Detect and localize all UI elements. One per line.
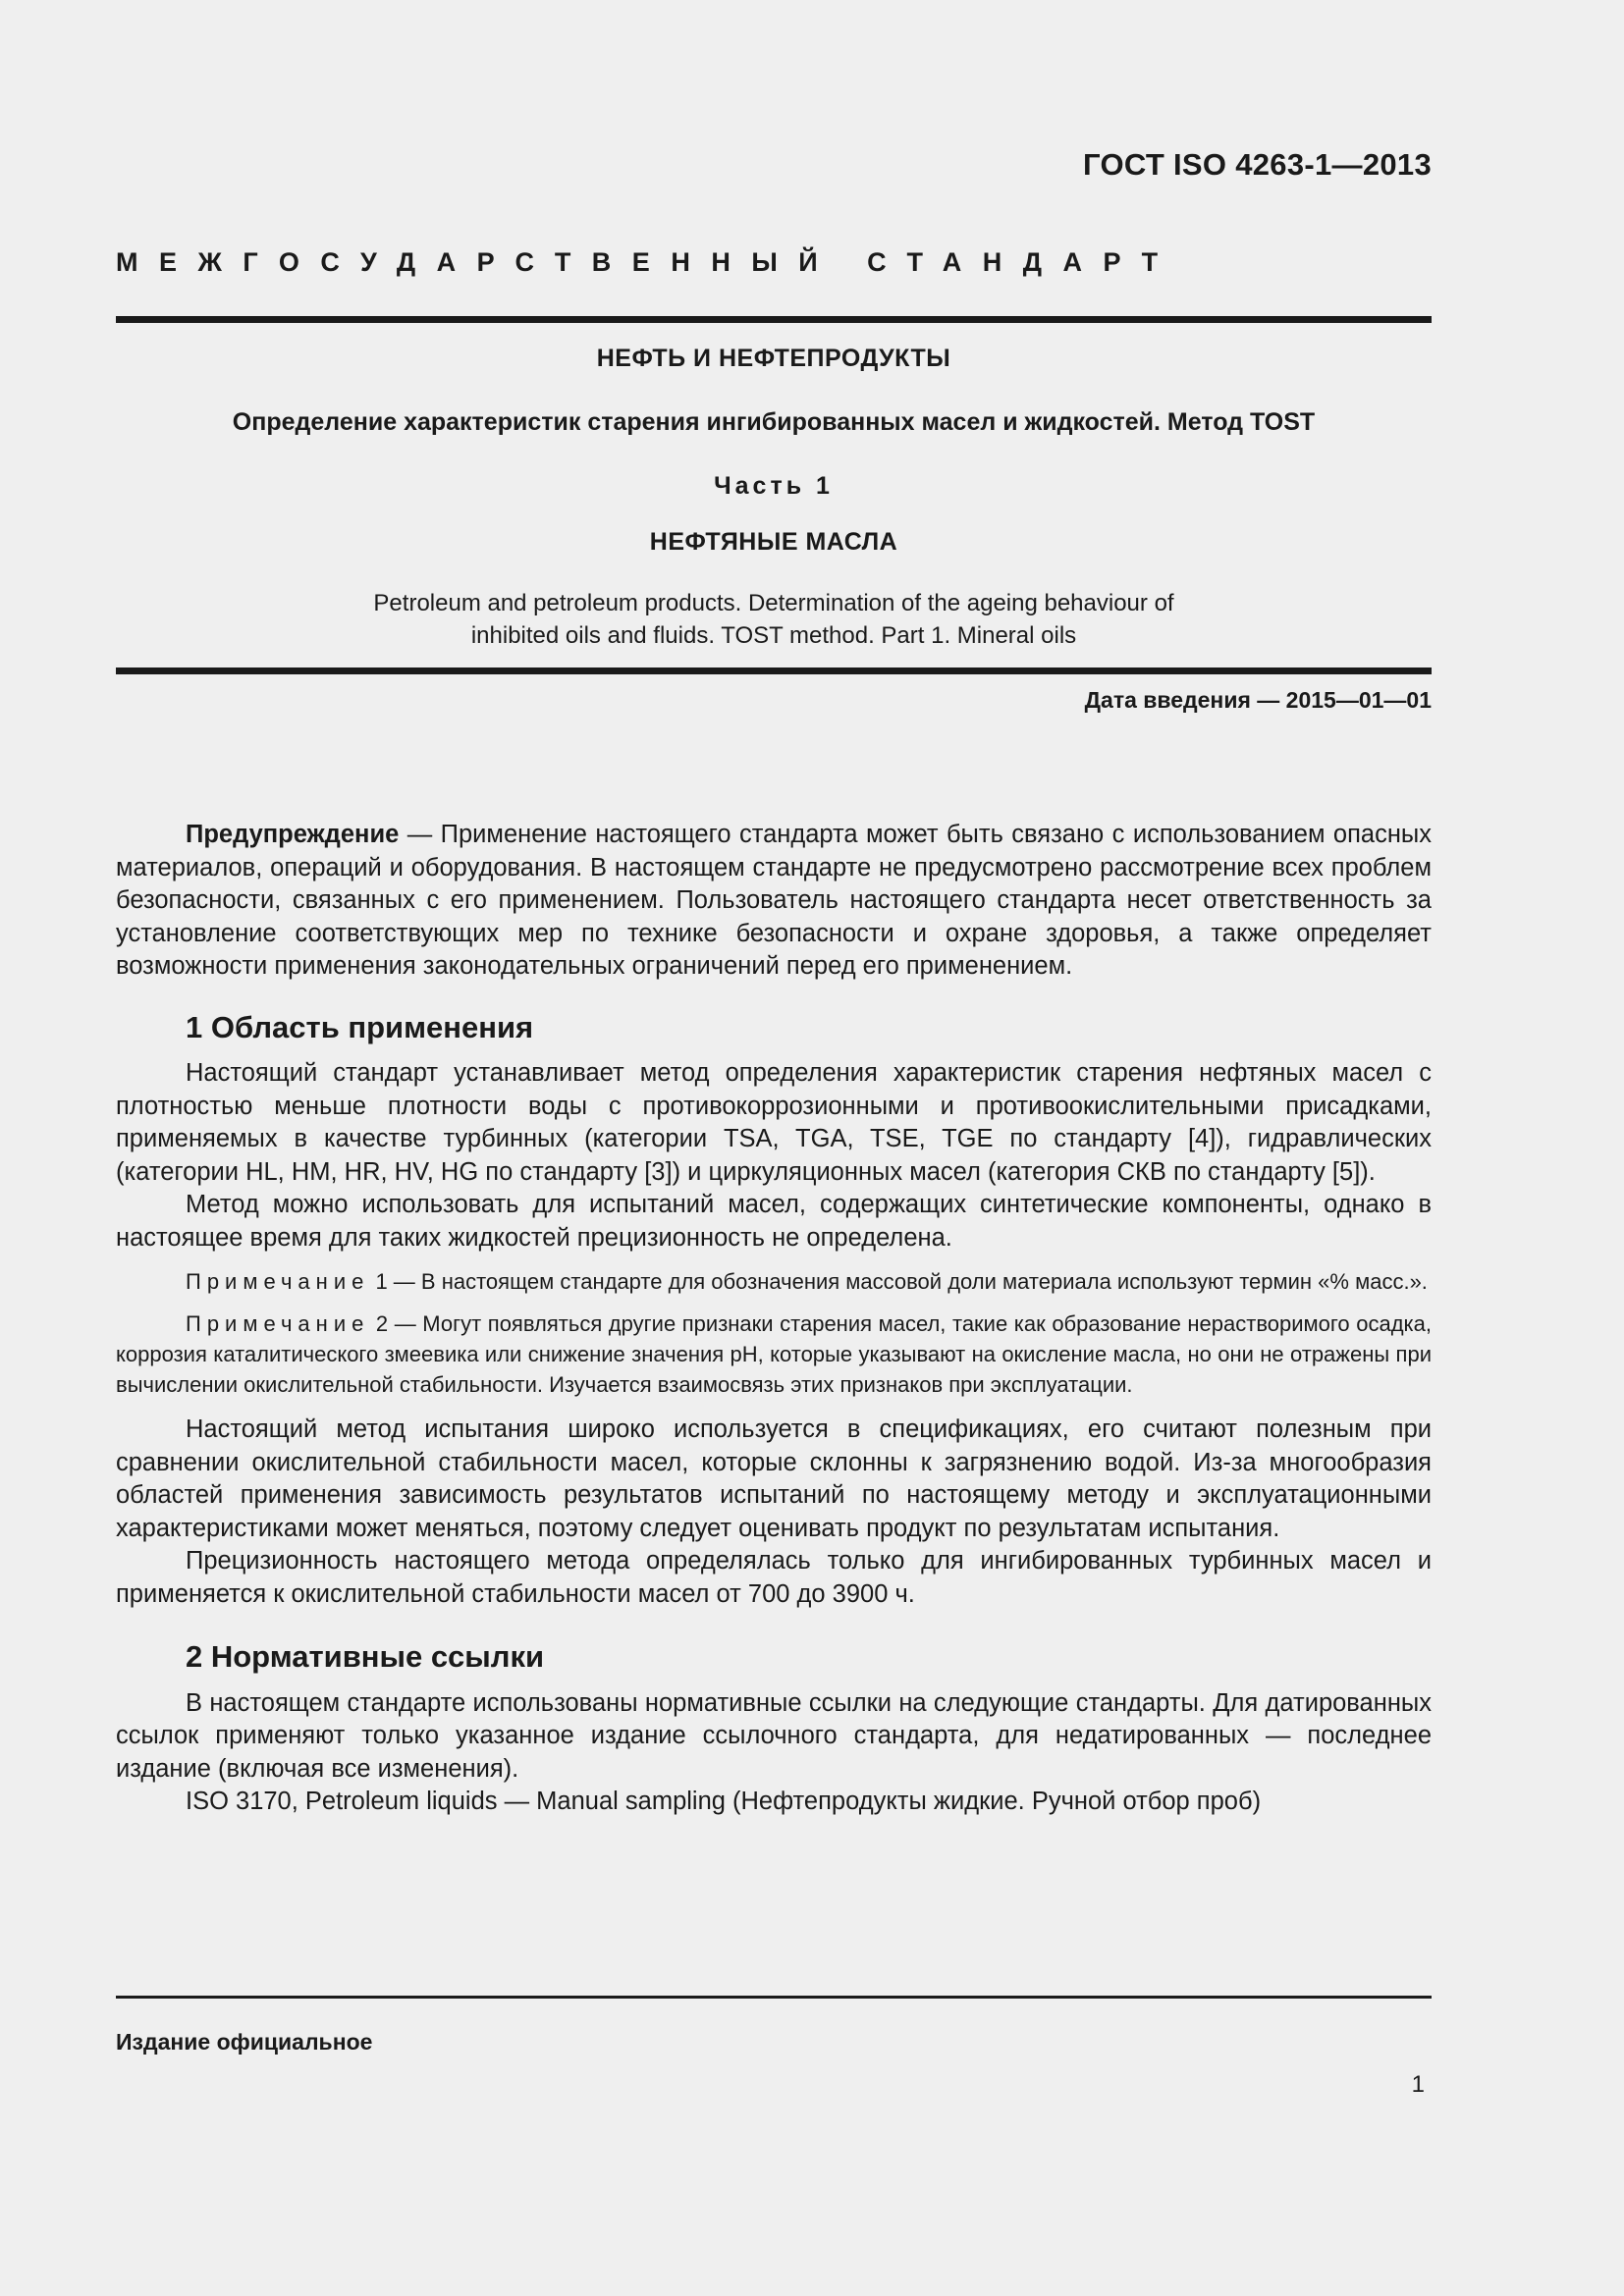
introduction-date: Дата введения — 2015—01—01: [1084, 687, 1432, 713]
section2-paragraph1: В настоящем стандарте использованы нормативные ссылки на следующие стандарты. Для датированных ссылок применяют только указанное издание ссылочного стандарта, для недатированных — последнее издание (включая все изменения).: [116, 1688, 1432, 1783]
warning-text: — Применение настоящего стандарта может быть связано с использованием опасных материалов, операций и оборудования. В настоящем стандарте не предусмотрено рассмотрение всех проблем безопасности, связанных с его применением. Пользователь настоящего стандарта несет ответственность за установление соответствующих мер по технике безопасности и охране здоровья, а также определяет возможности применения законодательных ограничений перед его применением.: [116, 821, 1432, 980]
standard-type-heading: МЕЖГОСУДАРСТВЕННЫЙ СТАНДАРТ: [116, 247, 1179, 277]
page-number: 1: [1411, 2071, 1425, 2098]
note-2: [116, 1308, 1432, 1400]
document-number: ГОСТ ISO 4263-1—2013: [1083, 147, 1432, 182]
english-title-line2: inhibited oils and fluids. TOST method. Part 1. Mineral oils: [470, 622, 1077, 649]
title-part: Часть 1: [714, 472, 834, 500]
warning-paragraph: [116, 819, 1432, 984]
section1-heading: 1 Область применения: [186, 1009, 534, 1044]
top-rule: [116, 316, 1432, 323]
title-part-name: НЕФТЯНЫЕ МАСЛА: [649, 528, 898, 556]
note-1: [116, 1266, 1432, 1297]
section2-heading: 2 Нормативные ссылки: [186, 1639, 545, 1674]
note-1-text: 1 — В настоящем стандарте для обозначения массовой доли материала используют термин «% масс.».: [369, 1269, 1428, 1294]
section1-paragraph2: Метод можно использовать для испытаний масел, содержащих синтетические компоненты, однако в настоящее время для таких жидкостей прецизионность не определена.: [116, 1191, 1432, 1252]
note-1-label: Примечание: [186, 1269, 370, 1294]
title-subject: Определение характеристик старения ингибированных масел и жидкостей. Метод TOST: [232, 408, 1316, 436]
english-title: [116, 587, 1432, 652]
section1-paragraph3: Настоящий метод испытания широко используется в спецификациях, его считают полезным при сравнении окислительной стабильности масел, которые склонны к загрязнению водой. Из-за многообразия областей применения зависимость результатов испытаний по настоящему методу и эксплуатационными характеристиками может меняться, поэтому следует оценивать продукт по результатам испытания.: [116, 1415, 1432, 1542]
section2-paragraph2: ISO 3170, Petroleum liquids — Manual sampling (Нефтепродукты жидкие. Ручной отбор проб): [186, 1788, 1262, 1815]
title-main: НЕФТЬ И НЕФТЕПРОДУКТЫ: [596, 345, 951, 372]
section1-paragraph4: Прецизионность настоящего метода определялась только для ингибированных турбинных масел и применяется к окислительной стабильности масел от 700 до 3900 ч.: [116, 1547, 1432, 1608]
body-content: [116, 819, 1432, 1819]
official-edition-label: Издание официальное: [116, 2029, 373, 2055]
note-2-text: 2 — Могут появляться другие признаки старения масел, такие как образование нерастворимого осадка, коррозия каталитического змеевика или снижение значения pH, которые указывают на окисление масла, но они не отражены при вычислении окислительной стабильности. Изучается взаимосвязь этих признаков при эксплуатации.: [116, 1311, 1432, 1397]
warning-label: Предупреждение: [186, 821, 400, 848]
section1-paragraph1: Настоящий стандарт устанавливает метод определения характеристик старения нефтяных масел с плотностью меньше плотности воды с противокоррозионными и противоокислительными присадками, применяемых в качестве турбинных (категории TSA, TGA, TSE, TGE по стандарту [4]), гидравлических (категории HL, HM, HR, HV, HG по стандарту [3]) и циркуляционных масел (категория СКВ по стандарту [5]).: [116, 1059, 1432, 1186]
title-rule: [116, 667, 1432, 674]
english-title-line1: Petroleum and petroleum products. Determination of the ageing behaviour of: [373, 590, 1174, 616]
footer-rule: [116, 1996, 1432, 1999]
note-2-label: Примечание: [186, 1311, 370, 1336]
